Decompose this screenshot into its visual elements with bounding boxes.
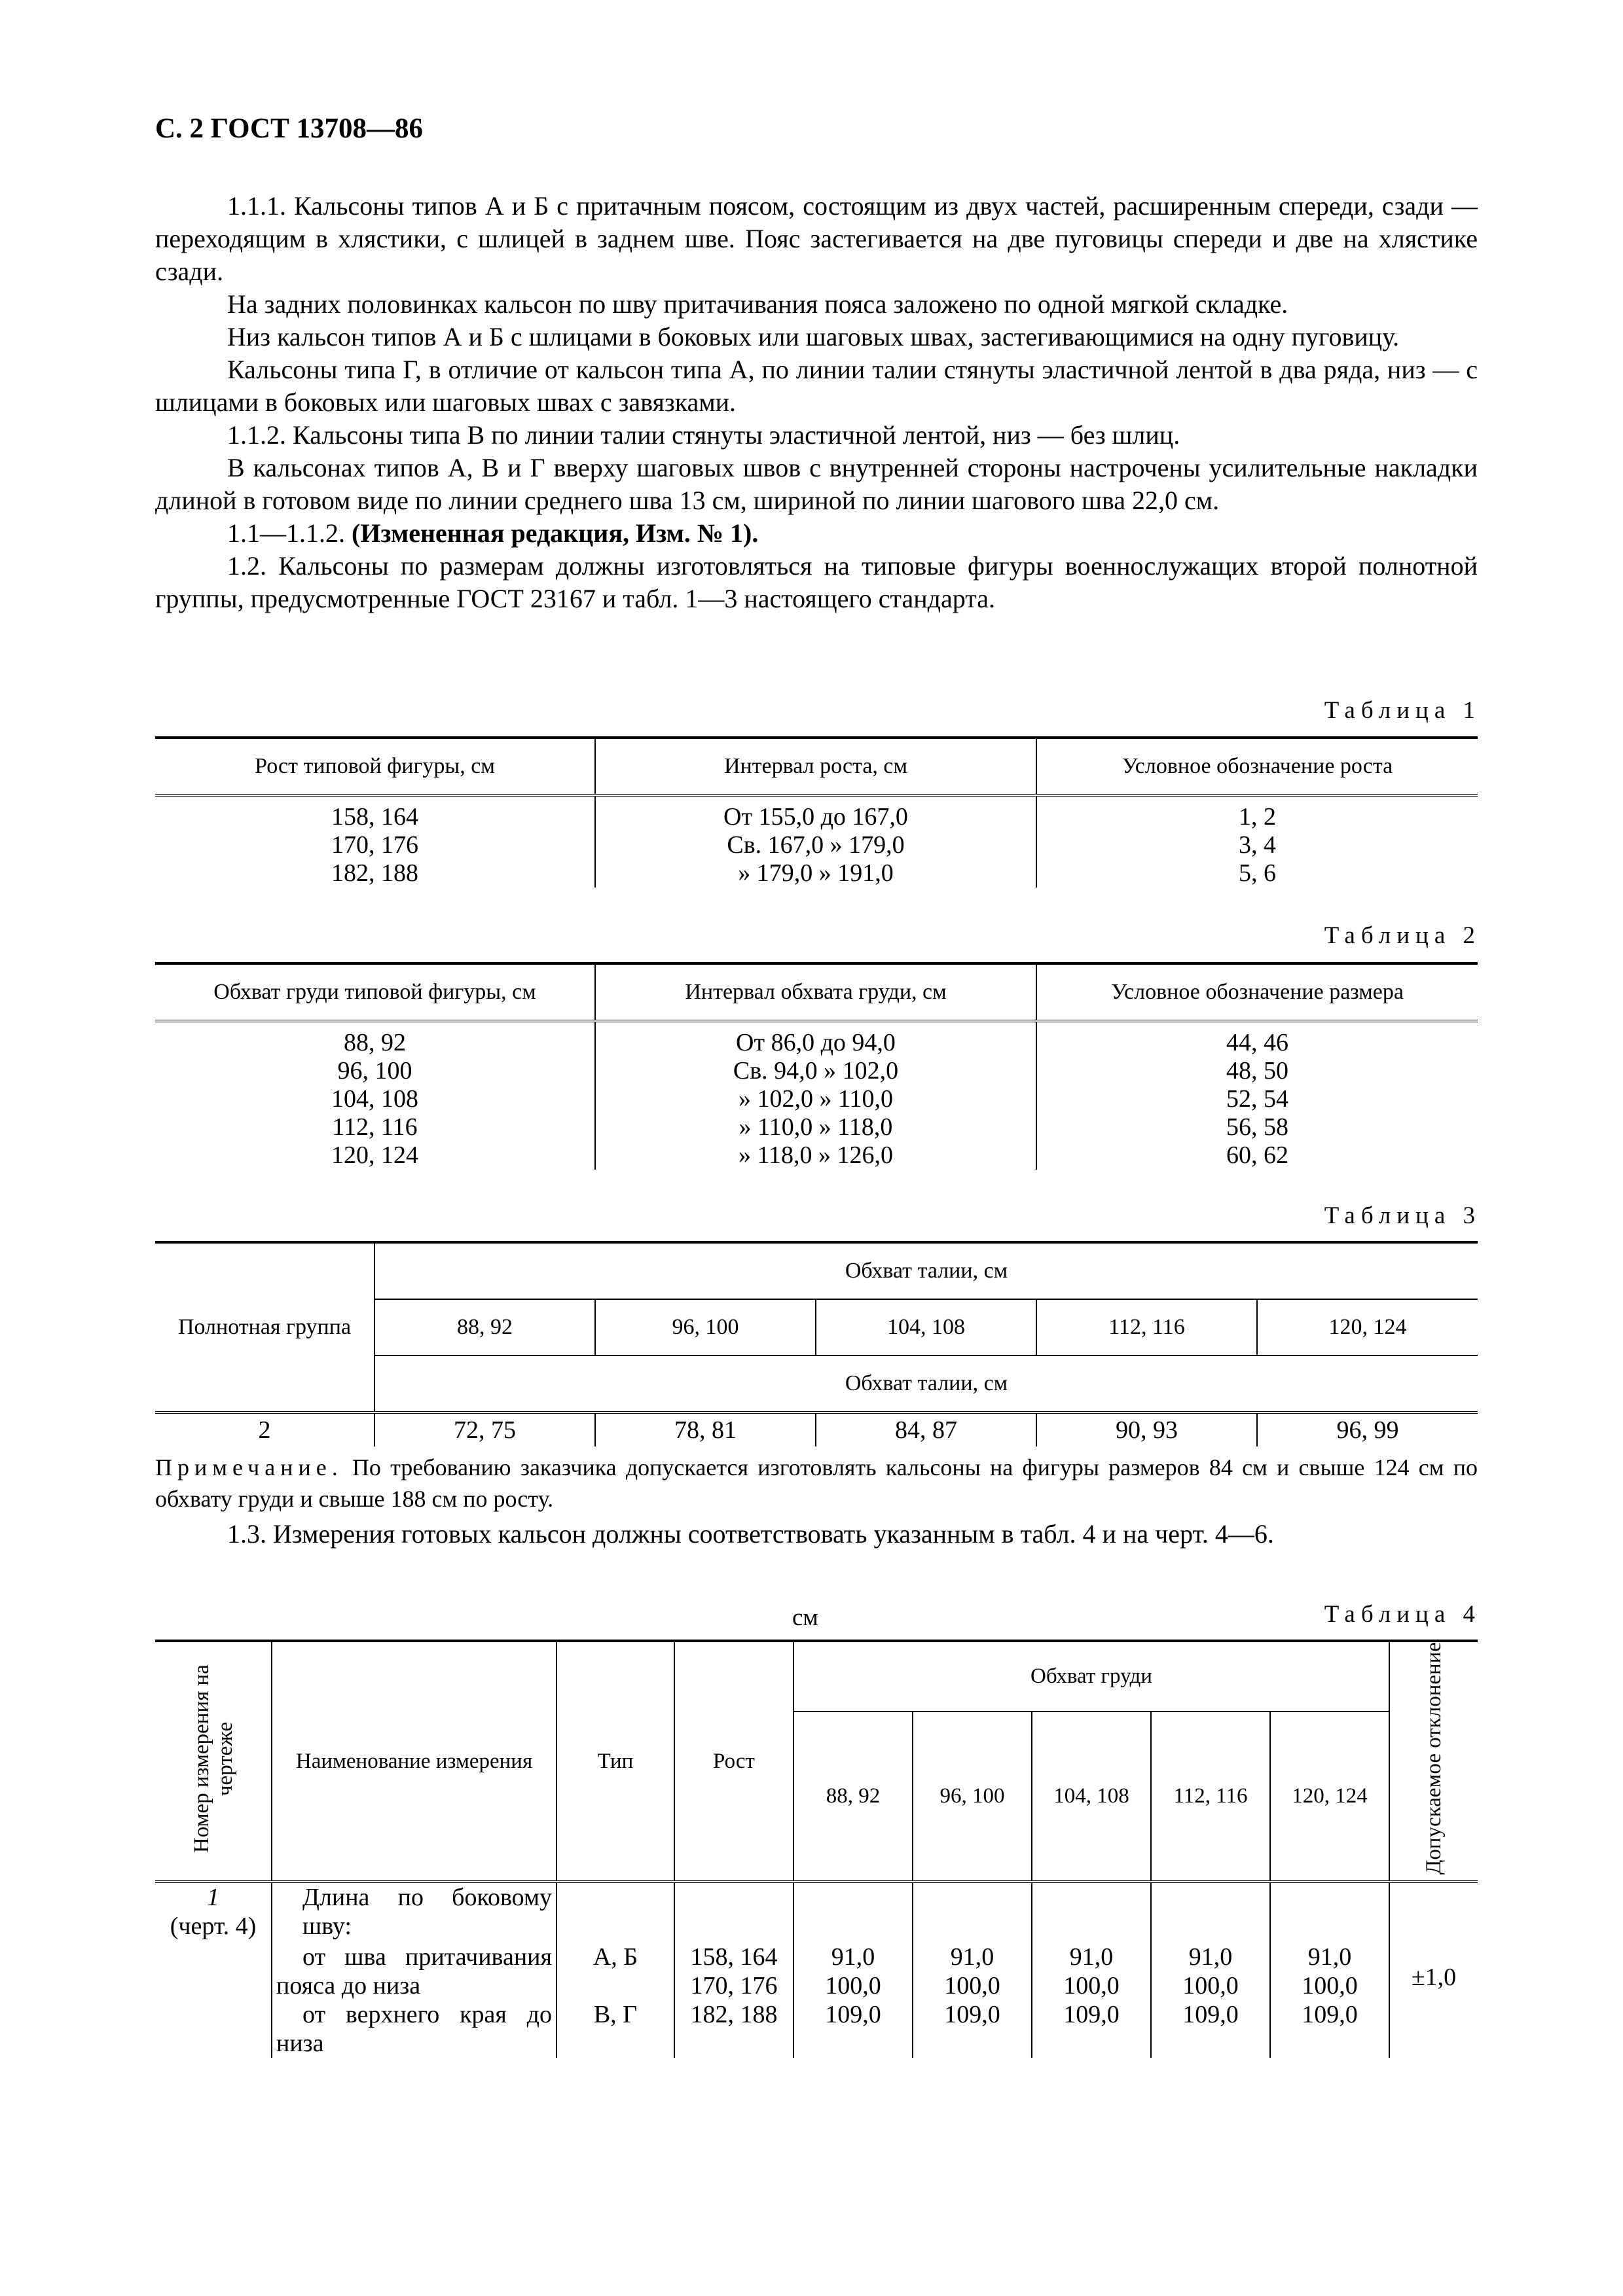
paragraph-folds: На задних половинках кальсон по шву притачивания пояса заложено по одной мягкой складке. (227, 289, 1288, 319)
t4-header-name: Наименование измерения (272, 1641, 556, 1882)
table-cell: 2 (155, 1412, 374, 1446)
page-header: С. 2 ГОСТ 13708—86 (155, 113, 424, 144)
t1-header-code: Условное обозначение роста (1036, 738, 1478, 795)
t4-header-number: Номер измерения на чертеже (155, 1641, 272, 1882)
t4-header-tolerance: Допускаемое отклонение (1389, 1641, 1478, 1882)
table-1 (155, 736, 1478, 888)
t4-value-cell: 91,0 100,0 109,0 (1032, 1882, 1151, 2058)
table-cell: 96, 99 (1257, 1412, 1478, 1446)
table-cell: Св. 167,0 » 179,0 (595, 831, 1036, 859)
note (155, 1452, 1478, 1515)
table-cell: » 110,0 » 118,0 (595, 1113, 1036, 1141)
t2-header-code: Условное обозначение размера (1036, 963, 1478, 1021)
t4-header-type: Тип (556, 1641, 674, 1882)
t4-value-cell: 91,0 100,0 109,0 (913, 1882, 1032, 2058)
paragraph-1-2: 1.2. Кальсоны по размерам должны изготовляться на типовые фигуры военнослужащих второй полнотной группы, предусмотренные ГОСТ 23167 и табл. 1—3 настоящего стандарта. (155, 551, 1478, 613)
table-row (155, 1085, 1478, 1113)
table-row (155, 1882, 1478, 2058)
note-label: Примечание. (155, 1454, 343, 1480)
table-cell: 60, 62 (1036, 1141, 1478, 1170)
table-cell: 88, 92 (344, 1029, 406, 1056)
table-3 (155, 1241, 1478, 1446)
table3-caption: Таблица 3 (1324, 1202, 1481, 1229)
table-cell: 90, 93 (1036, 1412, 1257, 1446)
table-cell: 170, 176 (331, 831, 418, 859)
t4-chest-size: 88, 92 (793, 1712, 913, 1882)
t4-chest-size: 120, 124 (1270, 1712, 1389, 1882)
table-row (155, 859, 1478, 888)
t3-size: 112, 116 (1036, 1299, 1257, 1355)
table-cell: 48, 50 (1036, 1057, 1478, 1085)
t3-size: 88, 92 (374, 1299, 595, 1355)
t4-name-1: Длина по боковому шву: (302, 1884, 552, 1941)
t4-chest-size: 96, 100 (913, 1712, 1032, 1882)
table-cell: 52, 54 (1036, 1085, 1478, 1113)
table2-caption: Таблица 2 (1324, 922, 1481, 949)
t3-sub-header: Обхват талии, см (374, 1355, 1478, 1412)
table-cell: 96, 100 (337, 1057, 412, 1085)
paragraph-1-3: 1.3. Измерения готовых кальсон должны соответствовать указанным в табл. 4 и на черт. 4—6. (227, 1519, 1274, 1549)
table-row (155, 1113, 1478, 1141)
t4-type-1: А, Б (593, 1943, 638, 1971)
amendment-note: (Измененная редакция, Изм. № 1). (352, 518, 759, 548)
table-cell: 56, 58 (1036, 1113, 1478, 1141)
table-cell: 3, 4 (1036, 831, 1478, 859)
body-text (155, 190, 1478, 615)
table4-unit: см (792, 1604, 818, 1631)
table-cell: 44, 46 (1036, 1021, 1478, 1057)
t3-size: 120, 124 (1257, 1299, 1478, 1355)
table-cell: » 118,0 » 126,0 (595, 1141, 1036, 1170)
table-cell: От 86,0 до 94,0 (595, 1021, 1036, 1057)
table-cell: Св. 94,0 » 102,0 (595, 1057, 1036, 1085)
t2-header-interval: Интервал обхвата груди, см (595, 963, 1036, 1021)
t4-type-2: В, Г (593, 2001, 638, 2029)
paragraph-reinforcement: В кальсонах типов А, В и Г вверху шаговых швов с внутренней стороны настрочены усилительные накладки длиной в готовом виде по линии среднего шва 13 см, шириной по линии шагового шва 22,0 см. (155, 453, 1478, 515)
table-cell: » 179,0 » 191,0 (595, 859, 1036, 888)
table4-caption: Таблица 4 (1324, 1601, 1481, 1628)
t3-group-label: Полнотная группа (155, 1242, 374, 1412)
paragraph-bottom: Низ кальсон типов А и Б с шлицами в боковых или шаговых швах, застегивающимися на одну пуговицу. (227, 322, 1400, 351)
table-cell: 78, 81 (595, 1412, 816, 1446)
t4-value-cell: 91,0 100,0 109,0 (1270, 1882, 1389, 2058)
table-cell: 1, 2 (1036, 795, 1478, 831)
paragraph-1-1-2: 1.1.2. Кальсоны типа В по линии талии стянуты эластичной лентой, низ — без шлиц. (227, 420, 1180, 450)
t2-header-chest: Обхват груди типовой фигуры, см (155, 963, 595, 1021)
table-cell: 158, 164 (331, 803, 418, 831)
amendment-ref: 1.1—1.1.2. (227, 518, 352, 548)
t4-height-cell: 158, 164 170, 176 182, 188 (674, 1882, 793, 2058)
t4-name-2: от шва притачивания пояса до низа (276, 1943, 552, 2000)
t4-name-3: от верхнего края до низа (276, 2001, 552, 2058)
t4-chest-size: 112, 116 (1151, 1712, 1270, 1882)
table-row (155, 1412, 1478, 1446)
table-cell: » 102,0 » 110,0 (595, 1085, 1036, 1113)
table-cell: 72, 75 (374, 1412, 595, 1446)
paragraph-amendment (155, 517, 1478, 550)
t4-value-cell: 91,0 100,0 109,0 (1151, 1882, 1270, 2058)
t4-number-ref: (черт. 4) (170, 1912, 257, 1941)
table-row (155, 831, 1478, 859)
table-row (155, 1021, 1478, 1057)
table-row (155, 1057, 1478, 1085)
table-2 (155, 962, 1478, 1170)
t4-type-cell (556, 1882, 674, 2058)
t3-size: 104, 108 (816, 1299, 1036, 1355)
t3-top-header: Обхват талии, см (374, 1242, 1478, 1299)
paragraph-type-g: Кальсоны типа Г, в отличие от кальсон типа А, по линии талии стянуты эластичной лентой в два ряда, низ — с шлицами в боковых или шаговых швах с завязками. (155, 355, 1478, 417)
t4-tolerance: ±1,0 (1411, 1964, 1457, 1992)
table-cell: От 155,0 до 167,0 (595, 795, 1036, 831)
table-row (155, 795, 1478, 831)
table-cell: 120, 124 (331, 1141, 418, 1169)
table-4 (155, 1640, 1478, 2058)
t4-tolerance-cell (1389, 1882, 1478, 2058)
paragraph-1-1-1: 1.1.1. Кальсоны типов А и Б с притачным поясом, состоящим из двух частей, расширенным спереди, сзади — переходящим в хлястики, с шлицей в заднем шве. Пояс застегивается на две пуговицы спереди и две на хлястике сзади. (155, 191, 1478, 286)
table-cell: 182, 188 (331, 859, 418, 887)
table1-caption: Таблица 1 (1324, 697, 1481, 724)
t1-header-height: Рост типовой фигуры, см (155, 738, 595, 795)
table-row (155, 1141, 1478, 1170)
t4-header-height: Рост (674, 1641, 793, 1882)
t4-value-cell: 91,0 100,0 109,0 (793, 1882, 913, 2058)
t4-number: 1 (207, 1884, 219, 1912)
t4-header-chest: Обхват груди (793, 1641, 1389, 1712)
t4-number-cell (155, 1882, 272, 2058)
table-cell: 5, 6 (1036, 859, 1478, 888)
t3-size: 96, 100 (595, 1299, 816, 1355)
t1-header-interval: Интервал роста, см (595, 738, 1036, 795)
note-text: По требованию заказчика допускается изготовлять кальсоны на фигуры размеров 84 см и свыше 124 см по обхвату груди и свыше 188 см по росту. (155, 1454, 1478, 1512)
table-cell: 84, 87 (816, 1412, 1036, 1446)
t4-chest-size: 104, 108 (1032, 1712, 1151, 1882)
t4-name-cell (272, 1882, 556, 2058)
table-cell: 112, 116 (332, 1113, 418, 1141)
table-cell: 104, 108 (331, 1085, 418, 1113)
